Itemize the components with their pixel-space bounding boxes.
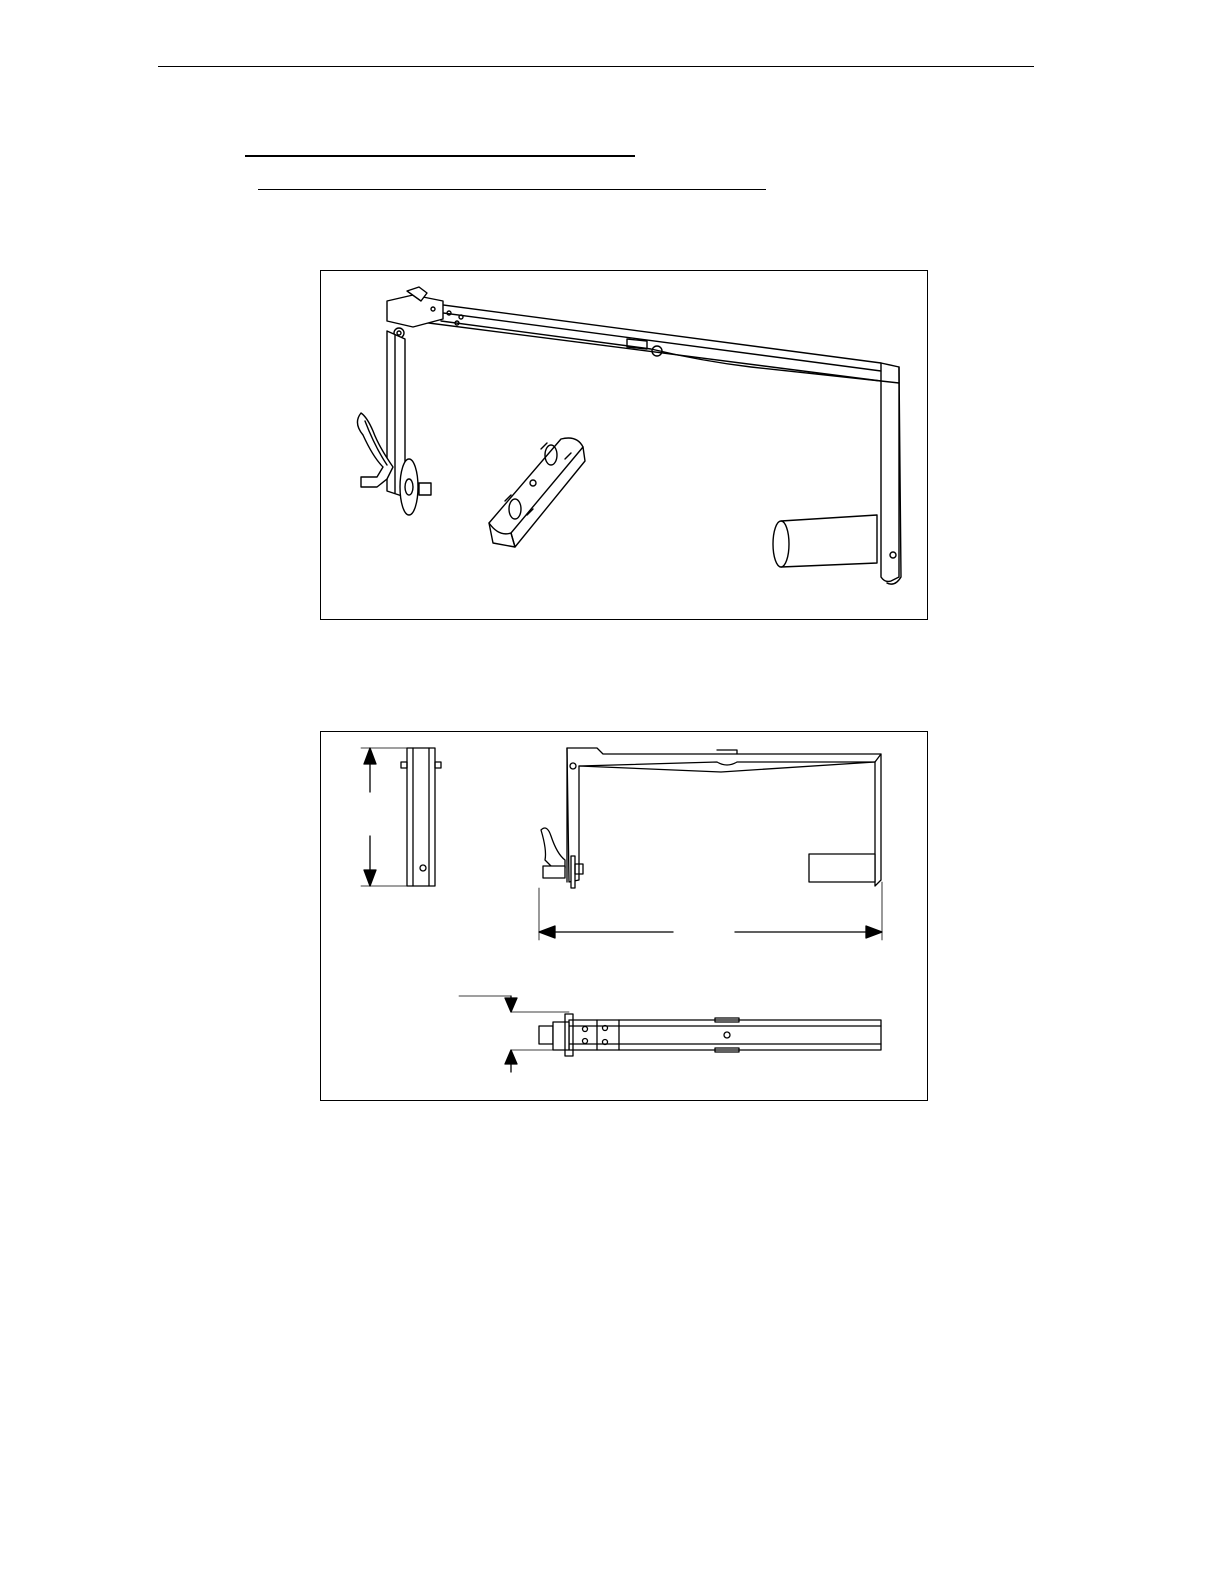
heading-underline-2 [258, 189, 766, 190]
mounting-bracket-perspective-icon [321, 271, 929, 621]
bracket-perspective-figure [320, 270, 928, 620]
bracket-dimension-figure [320, 731, 928, 1101]
header-rule [158, 66, 1034, 67]
heading-underline-1 [245, 155, 635, 157]
mounting-bracket-dimensions-icon [321, 732, 929, 1102]
